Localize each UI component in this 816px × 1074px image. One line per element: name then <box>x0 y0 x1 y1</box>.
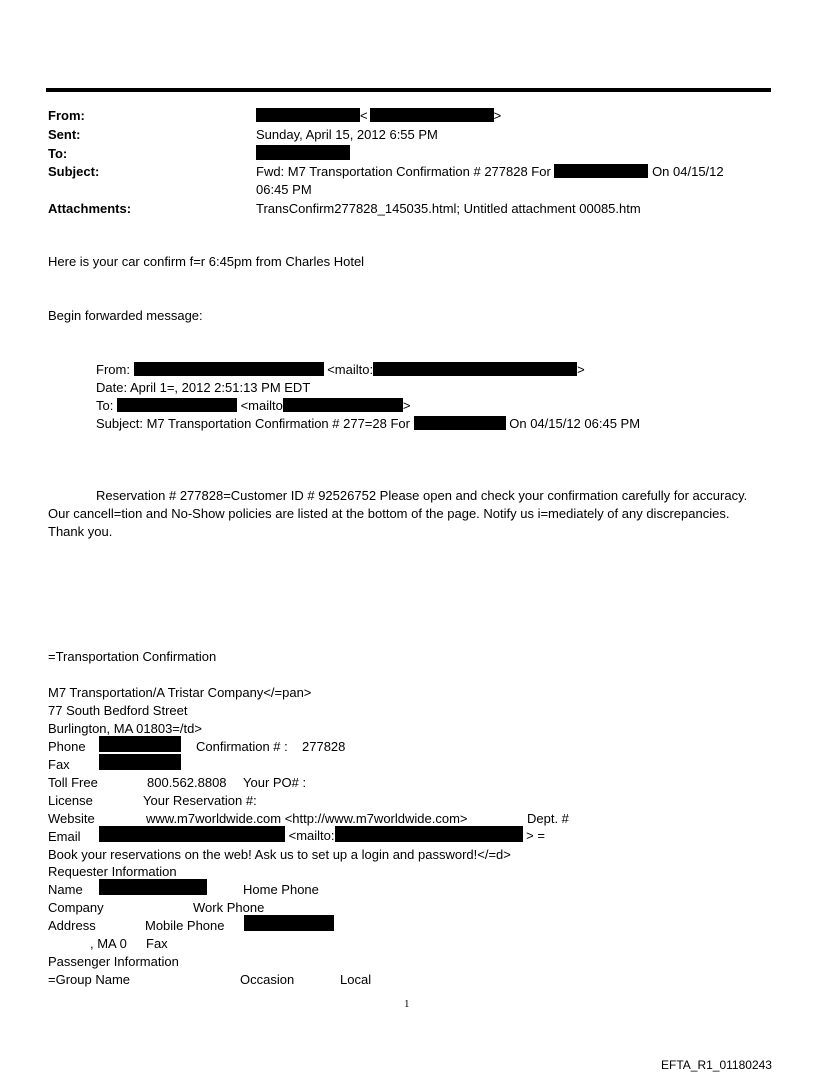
name-value <box>99 879 207 897</box>
sent-value: Sunday, April 15, 2012 6:55 PM <box>256 127 438 142</box>
website-link[interactable]: www.m7worldwide.com <http://www.m7worldwide.com> <box>146 811 468 826</box>
fwd-from-label: From: <box>96 362 130 377</box>
sent-label: Sent: <box>48 127 81 142</box>
redaction <box>99 879 207 895</box>
redaction <box>256 145 350 160</box>
subject-value <box>256 163 724 180</box>
phone-value <box>99 736 181 754</box>
phone-label: Phone <box>48 739 86 754</box>
intro-text: Here is your car confirm f=r 6:45pm from Charles Hotel <box>48 254 365 269</box>
group-name-label: =Group Name <box>48 972 131 987</box>
from-lt: < <box>360 108 368 123</box>
fwd-subject-suffix: On 04/15/12 06:45 PM <box>509 416 641 431</box>
page-number: 1 <box>404 998 410 1010</box>
po-label: Your PO# : <box>243 775 307 790</box>
fwd-to-line <box>96 397 410 414</box>
website-label: Website <box>48 811 95 826</box>
redaction <box>134 362 324 376</box>
street-line: 77 South Bedford Street <box>48 703 188 718</box>
confirmation-label: Confirmation # : <box>196 739 288 754</box>
company-line: M7 Transportation/A Tristar Company</=pan> <box>48 685 312 700</box>
redaction <box>117 398 237 412</box>
reservation-line-3: Thank you. <box>48 524 113 539</box>
fwd-from-line <box>96 361 585 378</box>
from-value <box>256 107 501 124</box>
mobile-phone-value <box>244 915 334 933</box>
home-phone-label: Home Phone <box>243 882 319 897</box>
occasion-label: Occasion <box>240 972 295 987</box>
document-id: EFTA_R1_01180243 <box>661 1058 772 1072</box>
company-label: Company <box>48 900 104 915</box>
tollfree-label: Toll Free <box>48 775 98 790</box>
redaction <box>244 915 334 931</box>
reservation-line-1: Reservation # 277828=Customer ID # 92526752 Please open and check your confirmation carefully for accuracy. <box>96 488 748 503</box>
fwd-subject-line <box>96 415 640 432</box>
redaction <box>283 398 403 412</box>
fwd-mailto2: <mailto <box>240 398 283 413</box>
to-value <box>256 145 350 162</box>
redaction <box>99 736 181 752</box>
address-label: Address <box>48 918 96 933</box>
header-rule <box>46 88 771 92</box>
requester-title: Requester Information <box>48 864 177 879</box>
fwd-gt: > <box>577 362 585 377</box>
name-label: Name <box>48 882 83 897</box>
to-label: To: <box>48 146 68 161</box>
fwd-subject-prefix: Subject: M7 Transportation Confirmation # 277=28 For <box>96 416 410 431</box>
confirmation-number: 277828 <box>302 739 346 754</box>
fwd-to-label: To: <box>96 398 114 413</box>
subject-label: Subject: <box>48 164 100 179</box>
mobile-phone-label: Mobile Phone <box>145 918 225 933</box>
license-label: License <box>48 793 93 808</box>
fwd-mailto: <mailto: <box>327 362 374 377</box>
redaction <box>414 416 506 430</box>
fwd-gt2: > <box>402 398 411 413</box>
subject-prefix: Fwd: M7 Transportation Confirmation # 277828 For <box>256 164 551 179</box>
redaction <box>370 108 494 122</box>
redaction <box>99 826 285 842</box>
tollfree-value: 800.562.8808 <box>147 775 227 790</box>
reservation-label: Your Reservation #: <box>143 793 257 808</box>
subject-time: 06:45 PM <box>256 182 312 197</box>
attachments-label: Attachments: <box>48 201 132 216</box>
fax-value <box>99 754 181 772</box>
fax-label: Fax <box>48 757 70 772</box>
email-end: > = <box>526 828 545 843</box>
fwd-date-line: Date: April 1=, 2012 2:51:13 PM EDT <box>96 380 311 395</box>
email-value <box>99 826 545 844</box>
ma-label: , MA 0 <box>90 936 127 951</box>
redaction <box>335 826 523 842</box>
redaction <box>554 164 648 178</box>
email-mailto: <mailto: <box>288 828 335 843</box>
passenger-title: Passenger Information <box>48 954 179 969</box>
redaction <box>256 108 360 122</box>
attachments-value[interactable]: TransConfirm277828_145035.html; Untitled attachment 00085.htm <box>256 201 641 216</box>
begin-forwarded: Begin forwarded message: <box>48 308 203 323</box>
fax2-label: Fax <box>146 936 168 951</box>
book-line: Book your reservations on the web! Ask us to set up a login and password!</=d> <box>48 847 511 862</box>
confirmation-title: =Transportation Confirmation <box>48 649 217 664</box>
local-label: Local <box>340 972 372 987</box>
from-gt: > <box>493 108 502 123</box>
subject-date: On 04/15/12 <box>652 164 724 179</box>
redaction <box>373 362 577 376</box>
dept-label: Dept. # <box>527 811 569 826</box>
from-label: From: <box>48 108 85 123</box>
email-label: Email <box>48 829 81 844</box>
city-line: Burlington, MA 01803=/td> <box>48 721 202 736</box>
reservation-line-2: Our cancell=tion and No-Show policies are listed at the bottom of the page. Notify us i=mediately of any discrepancies. <box>48 506 730 521</box>
work-phone-label: Work Phone <box>193 900 265 915</box>
redaction <box>99 754 181 770</box>
